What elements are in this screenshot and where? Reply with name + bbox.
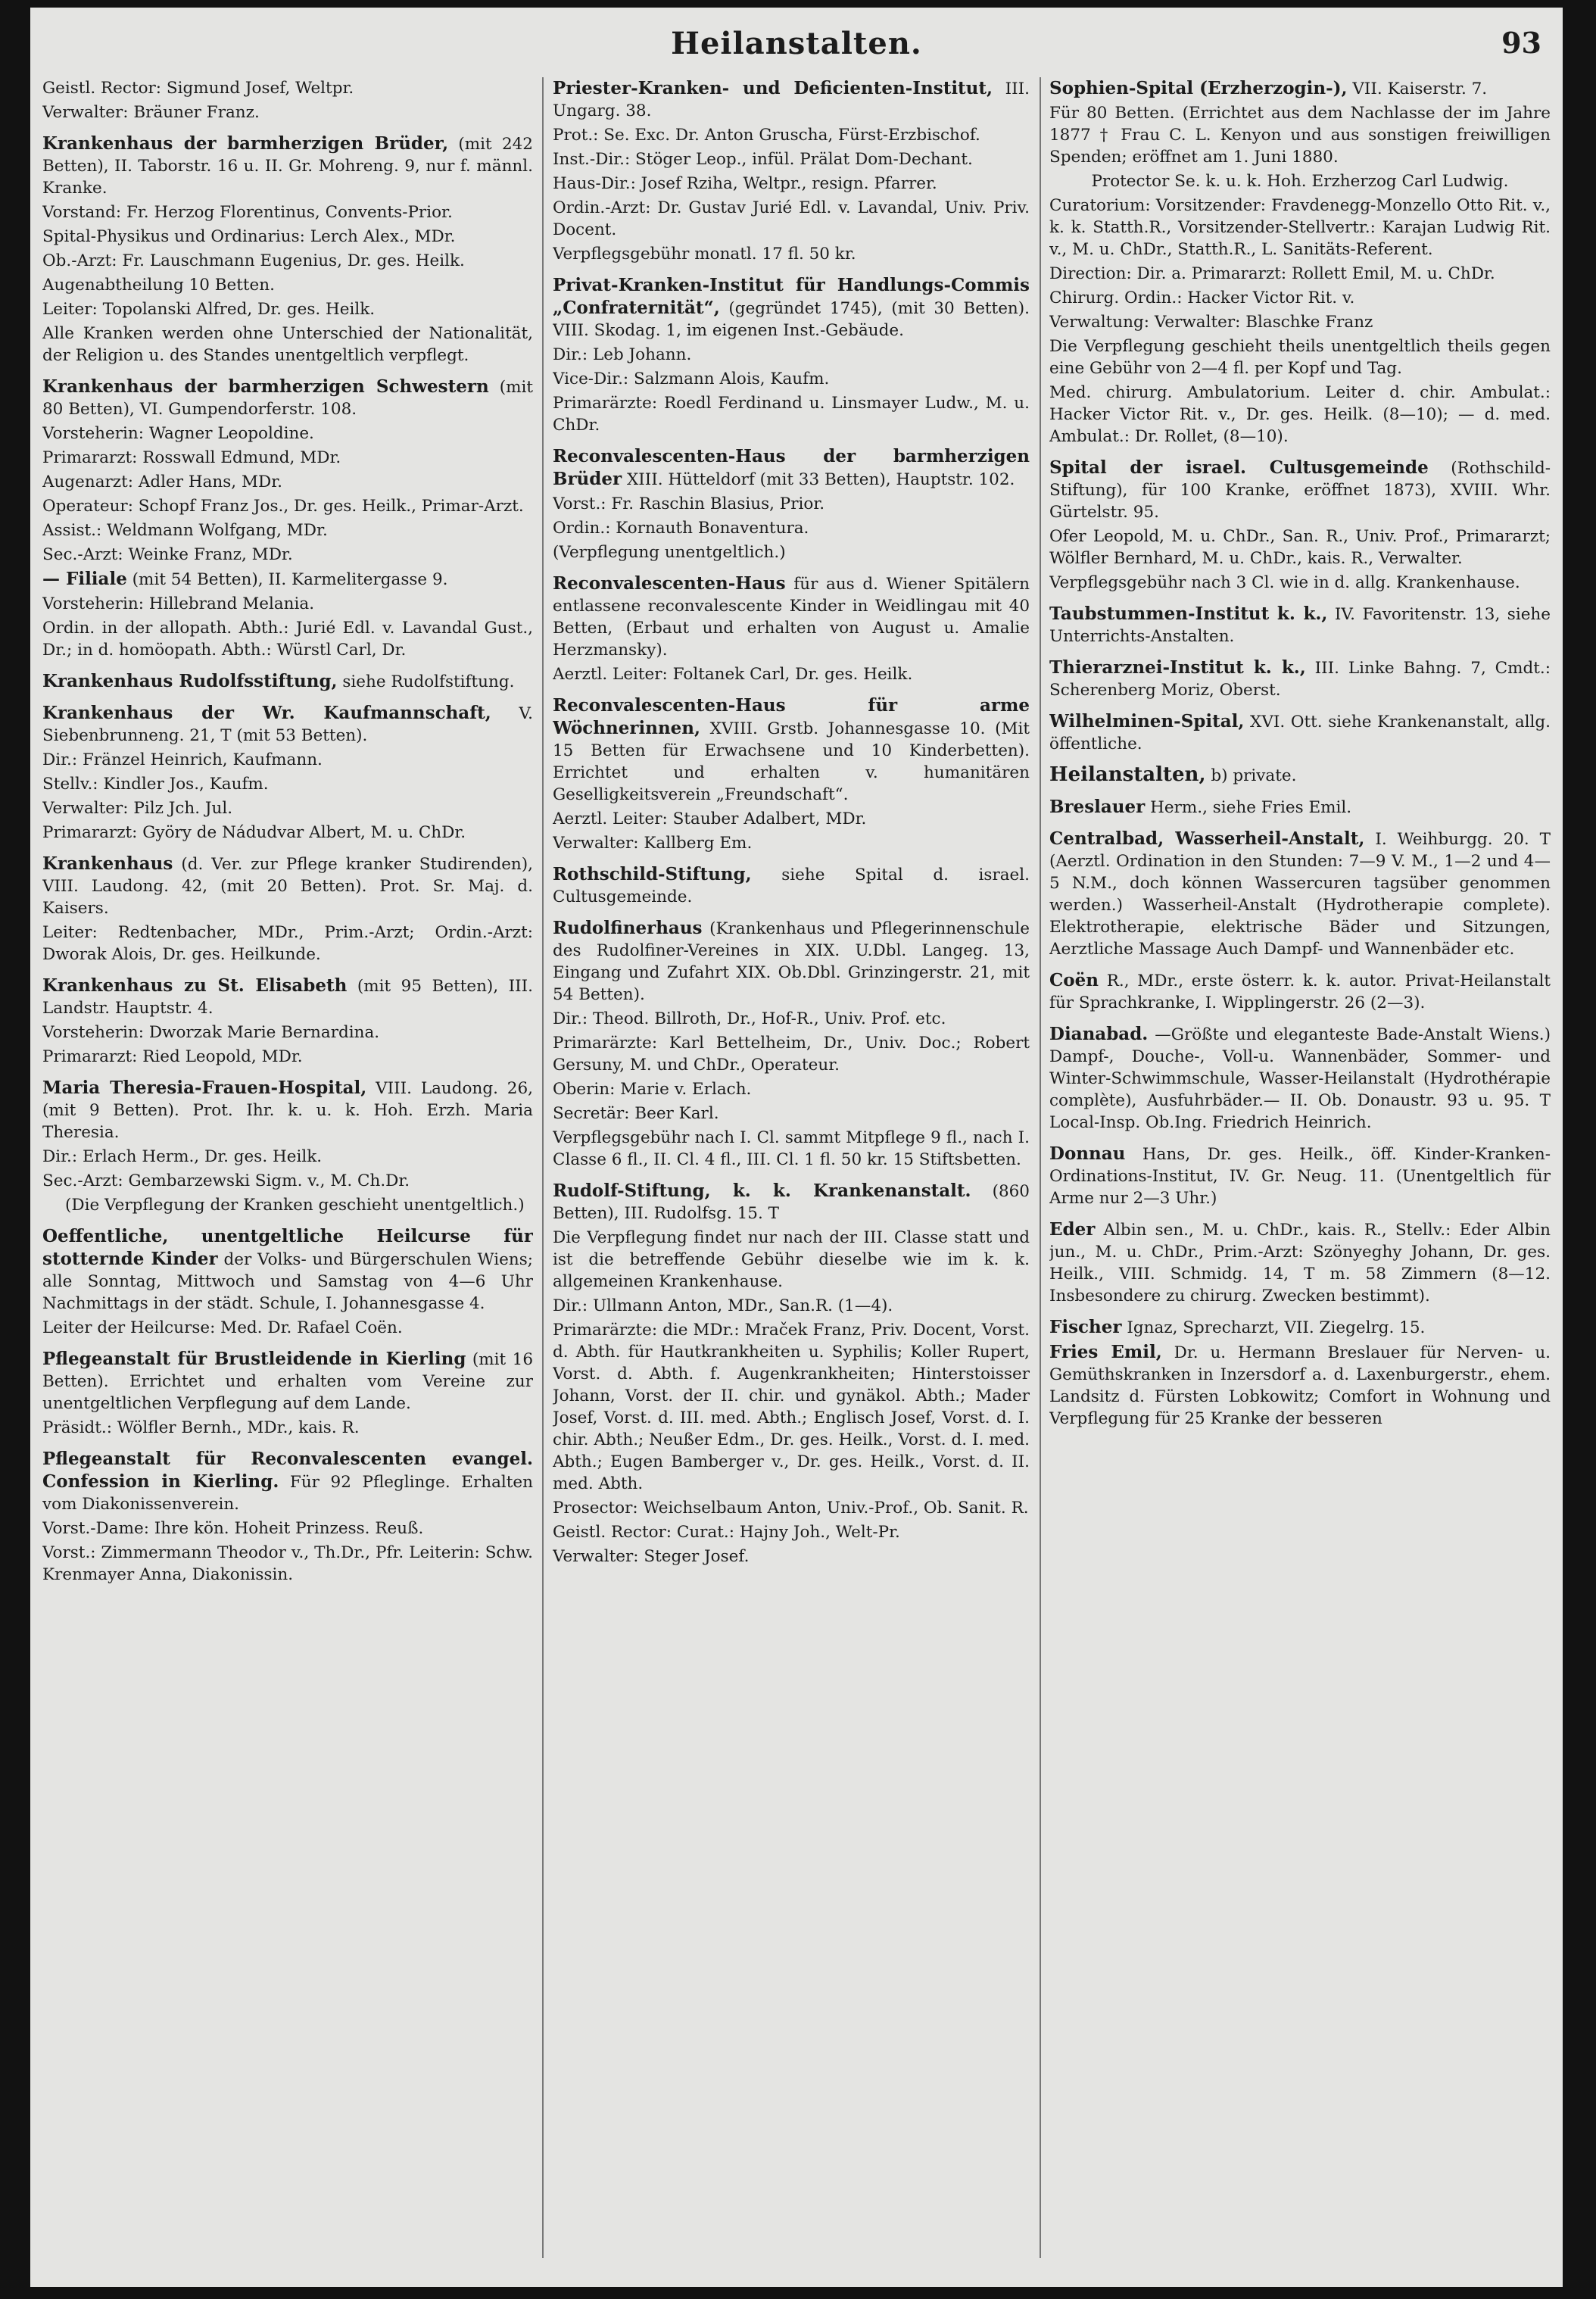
entry-text: Verpflegsgebühr nach I. Cl. sammt Mitpflege 9 fl., nach I. Classe 6 fl., II. Cl. 4 fl., III. Cl. 1 fl. 50 kr. 15 Stiftsbetten. <box>553 1128 1030 1169</box>
entry-heading: Wilhelminen-Spital, <box>1049 711 1245 732</box>
entry-heading: Rudolfinerhaus <box>553 918 703 938</box>
directory-page <box>30 8 1563 2287</box>
entry-text: (Krankenhaus und Pflegerinnenschule des Rudolfiner-Vereines in XIX. U.Dbl. Langeg. 13, Eingang und Zufahrt XIX. Ob.Dbl. Grinzingerstr. 21, mit 54 Betten). <box>553 919 1030 1004</box>
directory-entry <box>1049 195 1551 260</box>
directory-entry <box>42 1448 533 1515</box>
directory-entry <box>553 1227 1030 1293</box>
entry-text: Die Verpflegung geschieht theils unentgeltlich theils gegen eine Gebühr von 2—4 fl. per Kopf und Tag. <box>1049 337 1551 378</box>
directory-entry <box>1049 572 1551 594</box>
directory-entry <box>553 1032 1030 1076</box>
directory-entry <box>42 593 533 615</box>
entry-heading: Donnau <box>1049 1143 1126 1164</box>
entry-text: III. Linke Bahng. 7, Cmdt.: Scherenberg Moriz, Oberst. <box>1049 659 1551 700</box>
directory-entry <box>42 423 533 445</box>
directory-entry <box>553 77 1030 122</box>
directory-entry <box>42 1417 533 1439</box>
entry-text: Dir.: Leb Johann. <box>553 345 692 364</box>
entry-heading: Reconvalescenten-Haus der barmherzigen Brüder <box>553 446 1030 489</box>
entry-text: b) private. <box>1211 766 1297 785</box>
directory-entry <box>1049 657 1551 701</box>
directory-entry <box>553 1103 1030 1125</box>
column-divider <box>1040 77 1041 2258</box>
entry-text: Spital-Physikus und Ordinarius: Lerch Alex., MDr. <box>42 227 456 246</box>
entry-text: Secretär: Beer Karl. <box>553 1104 719 1123</box>
entry-text: Oberin: Marie v. Erlach. <box>553 1080 752 1099</box>
directory-entry <box>553 863 1030 908</box>
entry-text: (mit 54 Betten), II. Karmelitergasse 9. <box>132 570 448 589</box>
entry-text: (mit 95 Betten), III. Landstr. Hauptstr. 4. <box>42 977 533 1018</box>
entry-text: Primarärzte: Karl Bettelheim, Dr., Univ. Doc.; Robert Gersuny, M. und ChDr., Operateur. <box>553 1034 1030 1075</box>
entry-text: Vorsteherin: Hillebrand Melania. <box>42 594 315 613</box>
directory-entry <box>42 773 533 795</box>
entry-text: (mit 80 Betten), VI. Gumpendorferstr. 108. <box>42 378 533 419</box>
directory-entry <box>553 572 1030 661</box>
entry-text: Dir.: Ullmann Anton, MDr., San.R. (1—4). <box>553 1296 893 1315</box>
entry-text: Primararzt: Ried Leopold, MDr. <box>42 1047 303 1066</box>
entry-text: Med. chirurg. Ambulatorium. Leiter d. chir. Ambulat.: Hacker Victor Rit. v., Dr. ges. Heilk. (8—10); — d. med. Ambulat.: Dr. Rollet, (8—10). <box>1049 383 1551 446</box>
directory-entry <box>42 544 533 566</box>
directory-entry <box>42 447 533 469</box>
entry-heading: Dianabad. <box>1049 1024 1149 1044</box>
entry-text: Sec.-Arzt: Gembarzewski Sigm. v., M. Ch.Dr. <box>42 1171 410 1190</box>
directory-entry <box>42 323 533 367</box>
directory-entry <box>1049 1143 1551 1209</box>
directory-entry <box>553 917 1030 1006</box>
entry-text: Leiter: Topolanski Alfred, Dr. ges. Heilk. <box>42 300 376 319</box>
entry-text: Albin sen., M. u. ChDr., kais. R., Stellv.: Eder Albin jun., M. u. ChDr., Prim.-Arzt: Szönyeghy Johann, Dr. ges. Heilk., VIII. Schmidg. 14, T m. 58 Zimmern (8—12. Insbesondere zu chirurg. Zwecken bestimmt). <box>1049 1221 1551 1305</box>
directory-entry <box>42 822 533 844</box>
directory-entry <box>42 250 533 272</box>
directory-entry <box>1049 335 1551 379</box>
directory-entry <box>1049 77 1551 100</box>
entry-text: Geistl. Rector: Curat.: Hajny Joh., Welt-Pr. <box>553 1523 900 1542</box>
entry-heading: Krankenhaus <box>42 853 173 874</box>
directory-entry <box>1049 710 1551 755</box>
directory-entry <box>1049 969 1551 1014</box>
entry-text: III. Ungarg. 38. <box>553 80 1030 120</box>
entry-text: Ordin.-Arzt: Dr. Gustav Jurié Edl. v. Lavandal, Univ. Priv. Docent. <box>553 198 1030 239</box>
directory-entry <box>42 617 533 661</box>
entry-text: Ordin. in der allopath. Abth.: Jurié Edl. v. Lavandal Gust., Dr.; in d. homöopath. Abth.: Würstl Carl, Dr. <box>42 619 533 660</box>
directory-entry <box>42 201 533 223</box>
directory-entry <box>42 495 533 517</box>
entry-heading: Taubstummen-Institut k. k., <box>1049 604 1328 624</box>
directory-entry <box>42 101 533 123</box>
entry-text: Ignaz, Sprecharzt, VII. Ziegelrg. 15. <box>1127 1318 1426 1337</box>
directory-entry <box>553 392 1030 436</box>
directory-entry <box>42 1046 533 1068</box>
entry-text: (d. Ver. zur Pflege kranker Studirenden), VIII. Laudong. 42, (mit 20 Betten). Prot. Sr. Maj. d. Kaisers. <box>42 855 533 918</box>
directory-entry <box>42 670 533 693</box>
entry-text: Geistl. Rector: Sigmund Josef, Weltpr. <box>42 79 354 98</box>
directory-entry <box>553 1497 1030 1519</box>
directory-entry <box>553 1127 1030 1171</box>
entry-text: Augenarzt: Adler Hans, MDr. <box>42 473 282 491</box>
entry-text: Dir.: Fränzel Heinrich, Kaufmann. <box>42 750 323 769</box>
directory-entry <box>1049 287 1551 309</box>
directory-entry <box>1049 828 1551 960</box>
entry-heading: — Filiale <box>42 569 127 589</box>
entry-text: Präsidt.: Wölfler Bernh., MDr., kais. R. <box>42 1418 360 1437</box>
entry-text: Verwalter: Steger Josef. <box>553 1547 750 1566</box>
directory-entry <box>42 1146 533 1168</box>
entry-text: —Größte und eleganteste Bade-Anstalt Wiens.) Dampf-, Douche-, Voll-u. Wannenbäder, Sommer- und Winter-Schwimmschule, Wasser-Heilanstalt (Hydrothérapie complète), Ausfuhrbäder.— II. Ob. Donaustr. 93 u. 95. T Local-Insp. Ob.Ing. Friedrich Heinrich. <box>1049 1025 1551 1132</box>
directory-entry <box>42 1518 533 1539</box>
entry-heading: Krankenhaus der barmherzigen Brüder, <box>42 133 449 154</box>
directory-entry <box>1049 170 1551 192</box>
entry-text: (Rothschild-Stiftung), für 100 Kranke, eröffnet 1873), XVIII. Whr. Gürtelstr. 95. <box>1049 459 1551 522</box>
column-left <box>42 77 533 2266</box>
directory-entry <box>42 1194 533 1216</box>
page-title: Heilanstalten. <box>671 26 922 61</box>
entry-text: XVI. Ott. siehe Krankenanstalt, allg. öffentliche. <box>1049 713 1551 753</box>
entry-text: (860 Betten), III. Rudolfsg. 15. T <box>553 1182 1030 1223</box>
entry-text: Prosector: Weichselbaum Anton, Univ.-Prof., Ob. Sanit. R. <box>553 1499 1029 1518</box>
entry-text: I. Weihburgg. 20. T (Aerztl. Ordination in den Stunden: 7—9 V. M., 1—2 und 4—5 N.M., doch können Wassercuren tagsüber genommen werden.) Wasserheil-Anstalt (Hydrotherapie complete). Elektrotherapie, elektrische Bäder und Sitzungen, Aerztliche Massage Auch Dampf- und Wannenbäder etc. <box>1049 830 1551 959</box>
directory-entry <box>1049 1341 1551 1430</box>
entry-text: R., MDr., erste österr. k. k. autor. Privat-Heilanstalt für Sprachkranke, I. Wipplingerstr. 26 (2—3). <box>1049 972 1551 1012</box>
entry-text: Vice-Dir.: Salzmann Alois, Kaufm. <box>553 370 830 388</box>
entry-heading: Reconvalescenten-Haus <box>553 573 786 594</box>
entry-text: der Volks- und Bürgerschulen Wiens; alle Sonntag, Mittwoch und Samstag von 4—6 Uhr Nachmittags in der städt. Schule, I. Johannesgasse 4. <box>42 1250 533 1313</box>
directory-entry <box>42 1170 533 1192</box>
directory-entry <box>42 975 533 1019</box>
entry-heading: Spital der israel. Cultusgemeinde <box>1049 457 1429 478</box>
directory-entry <box>553 344 1030 366</box>
entry-text: Vorsteherin: Wagner Leopoldine. <box>42 424 314 443</box>
entry-text: Protector Se. k. u. k. Hoh. Erzherzog Carl Ludwig. <box>1091 172 1509 191</box>
directory-entry <box>553 243 1030 265</box>
directory-entry <box>42 1317 533 1339</box>
entry-heading: Rudolf-Stiftung, k. k. Krankenanstalt. <box>553 1181 971 1201</box>
entry-heading: Coën <box>1049 970 1099 990</box>
entry-heading: Krankenhaus der barmherzigen Schwestern <box>42 376 489 397</box>
entry-heading: Centralbad, Wasserheil-Anstalt, <box>1049 828 1365 849</box>
directory-entry <box>42 376 533 420</box>
directory-entry <box>553 808 1030 830</box>
entry-text: Verwaltung: Verwalter: Blaschke Franz <box>1049 313 1373 332</box>
directory-entry <box>42 1077 533 1143</box>
directory-entry <box>42 1348 533 1415</box>
directory-entry <box>42 519 533 541</box>
entry-text: Verwalter: Bräuner Franz. <box>42 103 260 122</box>
entry-text: siehe Spital d. israel. Cultusgemeinde. <box>553 866 1030 906</box>
directory-entry <box>553 124 1030 146</box>
entry-text: Ob.-Arzt: Fr. Lauschmann Eugenius, Dr. ges. Heilk. <box>42 251 465 270</box>
entry-heading: Krankenhaus der Wr. Kaufmannschaft, <box>42 703 491 723</box>
directory-entry <box>1049 603 1551 647</box>
entry-text: Stellv.: Kindler Jos., Kaufm. <box>42 775 269 794</box>
column-middle <box>553 77 1030 2266</box>
entry-text: Prot.: Se. Exc. Dr. Anton Gruscha, Fürst-Erzbischof. <box>553 126 980 145</box>
directory-entry <box>42 133 533 199</box>
directory-entry <box>553 197 1030 241</box>
directory-entry <box>42 471 533 493</box>
entry-text: Alle Kranken werden ohne Unterschied der Nationalität, der Religion u. des Standes unentgeltlich verpflegt. <box>42 324 533 365</box>
entry-heading: Privat-Kranken-Institut für Handlungs-Commis „Confraternität“, <box>553 275 1030 318</box>
directory-entry <box>1049 263 1551 285</box>
directory-entry <box>42 922 533 965</box>
directory-entry <box>42 702 533 747</box>
directory-entry <box>553 173 1030 195</box>
directory-entry <box>42 1022 533 1043</box>
entry-text: VIII. Laudong. 26, (mit 9 Betten). Prot. Ihr. k. u. k. Hoh. Erzh. Maria Theresia. <box>42 1079 533 1142</box>
entry-text: Leiter: Redtenbacher, MDr., Prim.-Arzt; Ordin.-Arzt: Dworak Alois, Dr. ges. Heilkunde. <box>42 923 533 964</box>
entry-text: IV. Favoritenstr. 13, siehe Unterrichts-Anstalten. <box>1049 605 1551 646</box>
entry-heading: Maria Theresia-Frauen-Hospital, <box>42 1078 367 1098</box>
entry-text: Primararzt: Györy de Nádudvar Albert, M. u. ChDr. <box>42 823 466 842</box>
entry-text: (mit 242 Betten), II. Taborstr. 16 u. II. Gr. Mohreng. 9, nur f. männl. Kranke. <box>42 135 533 198</box>
entry-text: Ordin.: Kornauth Bonaventura. <box>553 519 809 538</box>
entry-heading: Krankenhaus Rudolfsstiftung, <box>42 671 338 691</box>
directory-entry <box>42 568 533 591</box>
directory-entry <box>553 1008 1030 1030</box>
directory-entry <box>553 1546 1030 1568</box>
directory-entry <box>553 1180 1030 1224</box>
entry-text: Für 92 Pfleglinge. Erhalten vom Diakonissenverein. <box>42 1473 533 1514</box>
directory-entry <box>42 226 533 248</box>
entry-text: (gegründet 1745), (mit 30 Betten). VIII. Skodag. 1, im eigenen Inst.-Gebäude. <box>553 299 1030 340</box>
entry-heading: Eder <box>1049 1219 1096 1240</box>
directory-entry <box>553 517 1030 539</box>
entry-heading: Thierarznei-Institut k. k., <box>1049 657 1306 678</box>
entry-text: Verwalter: Kallberg Em. <box>553 834 753 853</box>
running-head <box>30 21 1563 67</box>
entry-text: Für 80 Betten. (Errichtet aus dem Nachlasse der im Jahre 1877 † Frau C. L. Kenyon und aus sonstigen freiwilligen Spenden; eröffnet am 1. Juni 1880. <box>1049 104 1551 167</box>
directory-entry <box>1049 1316 1551 1339</box>
directory-entry <box>1049 1023 1551 1134</box>
entry-heading: Rothschild-Stiftung, <box>553 864 752 884</box>
entry-heading: Krankenhaus zu St. Elisabeth <box>42 975 348 996</box>
entry-text: Inst.-Dir.: Stöger Leop., infül. Prälat Dom-Dechant. <box>553 150 973 169</box>
entry-text: V. Siebenbrunneng. 21, T (mit 53 Betten). <box>42 704 533 745</box>
entry-heading: Pflegeanstalt für Reconvalescenten evangel. Confession in Kierling. <box>42 1449 533 1492</box>
directory-entry <box>42 274 533 296</box>
entry-heading: Oeffentliche, unentgeltliche Heilcurse für stotternde Kinder <box>42 1226 533 1269</box>
directory-entry <box>553 694 1030 806</box>
entry-text: Hans, Dr. ges. Heilk., öff. Kinder-Kranken-Ordinations-Institut, IV. Gr. Neug. 11. (Unentgeltlich für Arme nur 2—3 Uhr.) <box>1049 1145 1551 1208</box>
entry-text: Chirurg. Ordin.: Hacker Victor Rit. v. <box>1049 289 1355 307</box>
entry-text: XIII. Hütteldorf (mit 33 Betten), Hauptstr. 102. <box>626 470 1015 489</box>
directory-entry <box>553 1078 1030 1100</box>
column-divider <box>542 77 544 2258</box>
entry-text: Operateur: Schopf Franz Jos., Dr. ges. Heilk., Primar-Arzt. <box>42 497 524 516</box>
entry-text: Herm., siehe Fries Emil. <box>1150 798 1352 817</box>
directory-entry <box>42 853 533 919</box>
entry-text: Sec.-Arzt: Weinke Franz, MDr. <box>42 545 293 564</box>
entry-text: Aerztl. Leiter: Stauber Adalbert, MDr. <box>553 809 867 828</box>
directory-entry <box>42 749 533 771</box>
entry-text: Die Verpflegung findet nur nach der III. Classe statt und ist die betreffende Gebühr dieselbe wie im k. k. allgemeinen Krankenhause. <box>553 1228 1030 1291</box>
entry-text: siehe Rudolfstiftung. <box>342 672 515 691</box>
page-number: 93 <box>1501 26 1541 60</box>
entry-text: Curatorium: Vorsitzender: Fravdenegg-Monzello Otto Rit. v., k. k. Statth.R., Vorsitzender-Stellvertr.: Karajan Ludwig Rit. v., M. u. ChDr., Statth.R., L. Sanitäts-Referent. <box>1049 196 1551 259</box>
entry-text: Leiter der Heilcurse: Med. Dr. Rafael Coën. <box>42 1318 403 1337</box>
entry-heading: Priester-Kranken- und Deficienten-Institut, <box>553 78 993 98</box>
entry-text: Dir.: Theod. Billroth, Dr., Hof-R., Univ. Prof. etc. <box>553 1009 946 1028</box>
entry-text: Dir.: Erlach Herm., Dr. ges. Heilk. <box>42 1147 323 1166</box>
entry-text: Assist.: Weldmann Wolfgang, MDr. <box>42 521 328 540</box>
directory-entry <box>553 493 1030 515</box>
entry-text: (Die Verpflegung der Kranken geschieht unentgeltlich.) <box>65 1196 525 1215</box>
directory-entry <box>553 1295 1030 1317</box>
directory-entry <box>42 1542 533 1586</box>
entry-text: für aus d. Wiener Spitälern entlassene reconvalescente Kinder in Weidlingau mit 40 Betten, (Erbaut und erhalten von August u. Amalie Herzmansky). <box>553 575 1030 660</box>
entry-text: Dr. u. Hermann Breslauer für Nerven- u. Gemüthskranken in Inzersdorf a. d. Laxenburgerstr., ehem. Landsitz d. Fürsten Lobkowitz; Comfort in Wohnung und Verpflegung für 25 Kranke der besseren <box>1049 1343 1551 1428</box>
section-heading: Heilanstalten, <box>1049 763 1206 786</box>
directory-entry <box>1049 1218 1551 1307</box>
entry-text: XVIII. Grstb. Johannesgasse 10. (Mit 15 Betten für Erwachsene und 10 Kinderbetten). Errichtet und erhalten v. humanitären Geselligkeitsverein „Freundschaft“. <box>553 719 1030 804</box>
directory-entry <box>42 77 533 99</box>
directory-entry <box>553 148 1030 170</box>
entry-text: Vorst.-Dame: Ihre kön. Hoheit Prinzess. Reuß. <box>42 1519 424 1538</box>
entry-text: Primarärzte: Roedl Ferdinand u. Linsmayer Ludw., M. u. ChDr. <box>553 394 1030 435</box>
entry-text: Vorst.: Fr. Raschin Blasius, Prior. <box>553 494 825 513</box>
entry-text: Verpflegsgebühr monatl. 17 fl. 50 kr. <box>553 245 856 264</box>
directory-entry <box>1049 796 1551 819</box>
entry-text: Haus-Dir.: Josef Rziha, Weltpr., resign. Pfarrer. <box>553 174 937 193</box>
entry-text: Augenabtheilung 10 Betten. <box>42 276 275 295</box>
entry-text: Primararzt: Rosswall Edmund, MDr. <box>42 448 341 467</box>
entry-heading: Fries Emil, <box>1049 1342 1162 1362</box>
entry-text: Vorstand: Fr. Herzog Florentinus, Convents-Prior. <box>42 203 453 222</box>
entry-text: VII. Kaiserstr. 7. <box>1352 80 1488 98</box>
entry-text: Direction: Dir. a. Primararzt: Rollett Emil, M. u. ChDr. <box>1049 264 1495 283</box>
directory-entry <box>42 1225 533 1315</box>
entry-text: Vorst.: Zimmermann Theodor v., Th.Dr., Pfr. Leiterin: Schw. Krenmayer Anna, Diakonissin. <box>42 1543 533 1584</box>
directory-entry <box>1049 311 1551 333</box>
column-right <box>1049 77 1551 2266</box>
directory-entry <box>1049 102 1551 168</box>
directory-entry <box>553 541 1030 563</box>
entry-heading: Sophien-Spital (Erzherzogin-), <box>1049 78 1348 98</box>
directory-entry <box>553 274 1030 342</box>
entry-text: Aerztl. Leiter: Foltanek Carl, Dr. ges. Heilk. <box>553 665 913 684</box>
directory-entry <box>553 445 1030 491</box>
directory-entry <box>553 368 1030 390</box>
entry-text: (mit 16 Betten). Errichtet und erhalten vom Vereine zur unentgeltlichen Verpflegung auf dem Lande. <box>42 1350 533 1413</box>
entry-text: (Verpflegung unentgeltlich.) <box>553 543 786 562</box>
entry-text: Primarärzte: die MDr.: Mraček Franz, Priv. Docent, Vorst. d. Abth. für Hautkrankheiten u. Syphilis; Koller Rupert, Vorst. d. Abth. f. Augenkrankheiten; Hinterstoisser Johann, Vorst. der II. chir. und gynäkol. Abth.; Mader Josef, Vorst. d. III. med. Abth.; Englisch Josef, Vorst. d. I. chir. Abth.; Neußer Edm., Dr. ges. Heilk., Vorst. d. I. med. Abth.; Eugen Bamberger v., Dr. ges. Heilk., Vorst. d. II. med. Abth. <box>553 1321 1030 1493</box>
entry-heading: Pflegeanstalt für Brustleidende in Kierling <box>42 1349 466 1369</box>
directory-entry <box>553 1521 1030 1543</box>
entry-text: Verpflegsgebühr nach 3 Cl. wie in d. allg. Krankenhause. <box>1049 573 1520 592</box>
directory-entry <box>1049 457 1551 523</box>
directory-entry <box>553 663 1030 685</box>
directory-entry <box>553 832 1030 854</box>
directory-entry <box>1049 526 1551 569</box>
directory-entry <box>42 298 533 320</box>
entry-heading: Fischer <box>1049 1317 1122 1337</box>
entry-heading: Breslauer <box>1049 797 1146 817</box>
directory-entry <box>553 1319 1030 1495</box>
directory-entry <box>1049 382 1551 448</box>
directory-entry <box>42 797 533 819</box>
entry-text: Vorsteherin: Dworzak Marie Bernardina. <box>42 1023 380 1042</box>
entry-text: Verwalter: Pilz Jch. Jul. <box>42 799 233 818</box>
entry-heading: Reconvalescenten-Haus für arme Wöchnerinnen, <box>553 695 1030 738</box>
directory-entry <box>1049 764 1551 787</box>
entry-text: Ofer Leopold, M. u. ChDr., San. R., Univ. Prof., Primararzt; Wölfler Bernhard, M. u. ChDr., kais. R., Verwalter. <box>1049 527 1551 568</box>
